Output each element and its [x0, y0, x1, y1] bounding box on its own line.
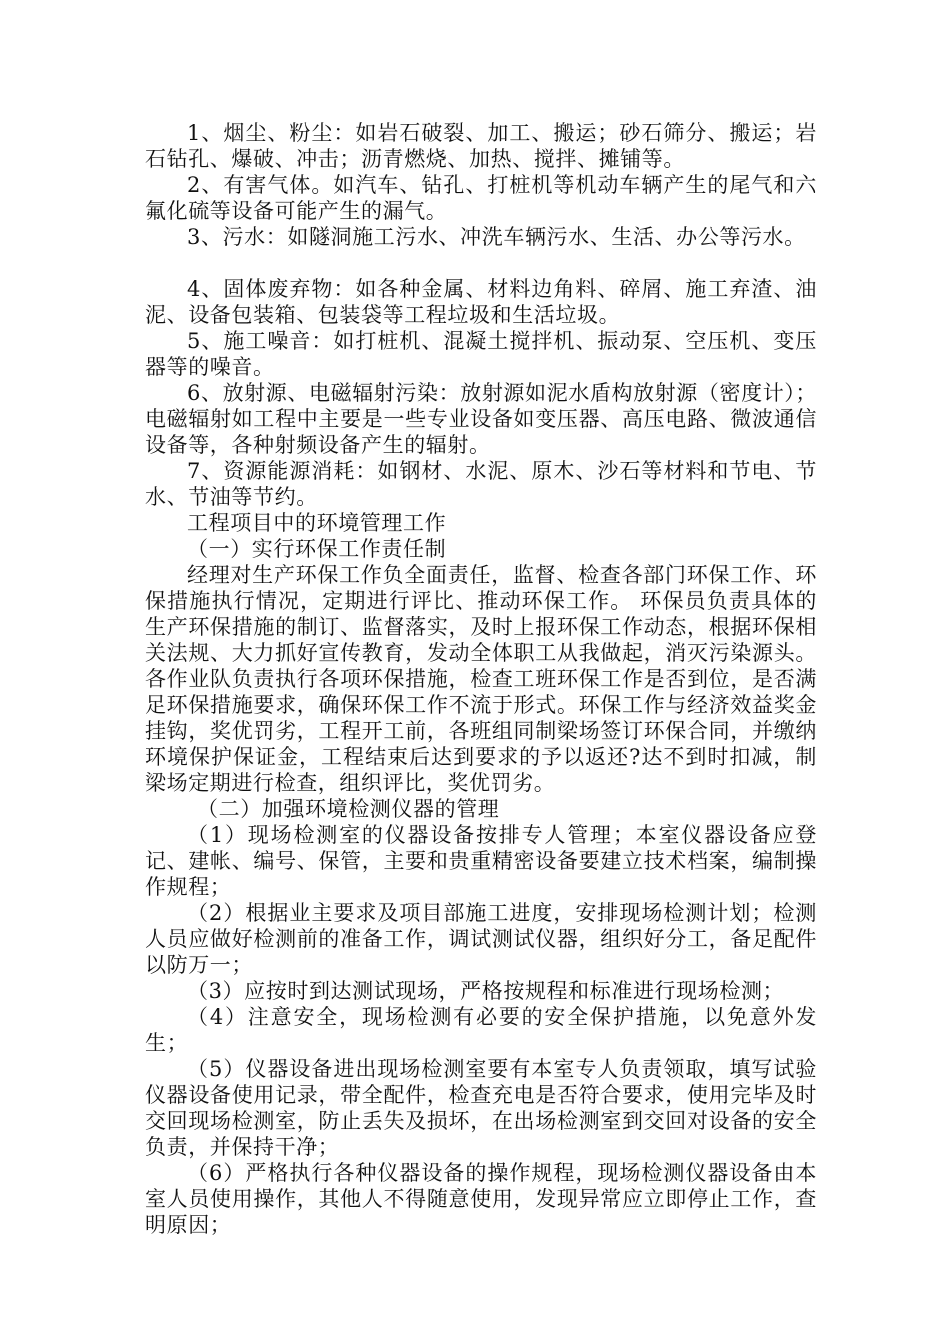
instrument-rule-4: （4）注意安全，现场检测有必要的安全保护措施，以免意外发生；	[145, 1005, 817, 1055]
instrument-rule-3: （3）应按时到达测试现场，严格按规程和标准进行现场检测；	[187, 979, 785, 1003]
paragraph-item-3: 3、污水：如隧洞施工污水、冲洗车辆污水、生活、办公等污水。	[187, 225, 806, 249]
instrument-rule-2: （2）根据业主要求及项目部施工进度，安排现场检测计划；检测人员应做好检测前的准备工作，调试测试仪器，组织好分工，备足配件以防万一；	[145, 901, 817, 977]
paragraph-item-5: 5、施工噪音：如打桩机、混凝土搅拌机、振动泵、空压机、变压器等的噪音。	[145, 329, 817, 379]
instrument-rule-6: （6）严格执行各种仪器设备的操作规程，现场检测仪器设备由本室人员使用操作，其他人不得随意使用，发现异常应立即停止工作，查明原因；	[145, 1161, 817, 1237]
subsection-body-1: 经理对生产环保工作负全面责任，监督、检查各部门环保工作、环保措施执行情况，定期进行评比、推动环保工作。 环保员负责具体的生产环保措施的制订、监督落实，及时上报环保工作动态，根据环保相关法规、大力抓好宣传教育，发动全体职工从我做起，消灭污染源头。各作业队负责执行各项环保措施，检查工班环保工作是否到位，是否满足环保措施要求，确保环保工作不流于形式。环保工作与经济效益奖金挂钩，奖优罚劣，工程开工前，各班组同制梁场签订环保合同，并缴纳环境保护保证金，工程结束后达到要求的予以返还?达不到时扣减，制梁场定期进行检查，组织评比，奖优罚劣。	[145, 563, 817, 795]
subsection-title-2: （二）加强环境检测仪器的管理	[197, 797, 500, 821]
paragraph-item-2: 2、有害气体。如汽车、钻孔、打桩机等机动车辆产生的尾气和六氟化硫等设备可能产生的漏气。	[145, 173, 817, 223]
instrument-rule-1: （1）现场检测室的仪器设备按排专人管理；本室仪器设备应登记、建帐、编号、保管，主要和贵重精密设备要建立技术档案，编制操作规程；	[145, 823, 817, 899]
subsection-title-1: （一）实行环保工作责任制	[187, 537, 447, 561]
blank-line	[145, 250, 817, 276]
instrument-rule-5: （5）仪器设备进出现场检测室要有本室专人负责领取，填写试验仪器设备使用记录，带全配件，检查充电是否符合要求，使用完毕及时交回现场检测室，防止丢失及损坏，在出场检测室到交回对设备的安全负责，并保持干净；	[145, 1057, 817, 1159]
paragraph-item-4: 4、固体废弃物：如各种金属、材料边角料、碎屑、施工弃渣、油泥、设备包装箱、包装袋等工程垃圾和生活垃圾。	[145, 277, 817, 327]
paragraph-item-1: 1、烟尘、粉尘：如岩石破裂、加工、搬运；砂石筛分、搬运；岩石钻孔、爆破、冲击；沥青燃烧、加热、搅拌、摊铺等。	[145, 121, 817, 171]
section-title: 工程项目中的环境管理工作	[187, 511, 447, 535]
document-page	[145, 120, 817, 1238]
paragraph-item-7: 7、资源能源消耗：如钢材、水泥、原木、沙石等材料和节电、节水、节油等节约。	[145, 459, 817, 509]
paragraph-item-6: 6、放射源、电磁辐射污染：放射源如泥水盾构放射源（密度计）；电磁辐射如工程中主要是一些专业设备如变压器、高压电路、微波通信设备等，各种射频设备产生的辐射。	[145, 381, 817, 457]
